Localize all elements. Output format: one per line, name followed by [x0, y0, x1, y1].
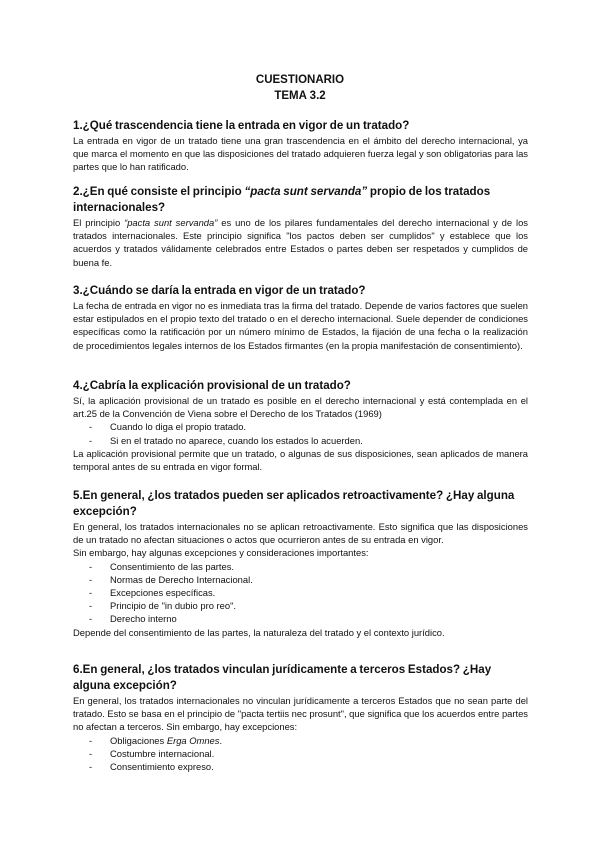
list-item: - Obligaciones Erga Omnes.: [73, 734, 528, 747]
question-2-answer: El principio “pacta sunt servanda” es uno de los pilares fundamentales del derecho internacional y de los tratados internacionales. Este principio significa "los pactos deben ser cumplidos" y establece que los acuerdos y tratados válidamente celebrados entre Estados o partes deben ser respetados y cumplidos de buena fe.: [73, 217, 528, 268]
question-6-section: [73, 662, 528, 773]
question-1-section: [73, 118, 528, 174]
question-1-answer: La entrada en vigor de un tratado tiene una gran trascendencia en el ámbito del derecho internacional, ya que marca el momento en que las disposiciones del tratado adquieren fuerza legal y son obligatorias para las partes que lo han ratificado.: [73, 135, 528, 173]
question-5-heading: 5.En general, ¿los tratados pueden ser aplicados retroactivamente? ¿Hay alguna excepción?: [73, 489, 515, 518]
question-4-section: [73, 378, 528, 473]
list-item: - Consentimiento expreso.: [73, 760, 528, 773]
question-1-heading: 1.¿Qué trascendencia tiene la entrada en vigor de un tratado?: [73, 119, 410, 132]
question-6-heading: 6.En general, ¿los tratados vinculan jurídicamente a terceros Estados? ¿Hay alguna excepción?: [73, 663, 492, 692]
question-5-list: [73, 560, 528, 626]
question-6-list: [73, 734, 528, 774]
document-title: CUESTIONARIO: [255, 74, 345, 86]
list-item: - Consentimiento de las partes.: [73, 560, 528, 573]
list-item: - Cuando lo diga el propio tratado.: [73, 420, 528, 433]
list-item: - Derecho interno: [73, 612, 528, 625]
question-4-heading: 4.¿Cabría la explicación provisional de un tratado?: [73, 379, 351, 392]
question-4-answer-continued: La aplicación provisional permite que un tratado, o algunas de sus disposiciones, sean aplicados de manera temporal antes de su entrada en vigor formal.: [73, 447, 528, 473]
list-item: - Excepciones específicas.: [73, 586, 528, 599]
list-item: - Principio de "in dubio pro reo".: [73, 599, 528, 612]
question-3-answer: La fecha de entrada en vigor no es inmediata tras la firma del tratado. Depende de varios factores que suelen estar estipulados en el propio texto del tratado o en el derecho internacional. Suele depender de condiciones específicas como la ratificación por un número mínimo de Estados, la fijación de una fecha o la realización de procedimientos legales internos de los Estados firmantes (en la propia manifestación de consentimiento).: [73, 300, 528, 351]
question-2-heading: 2.¿En qué consiste el principio “pacta sunt servanda” propio de los tratados internacionales?: [73, 185, 491, 214]
document-subtitle: TEMA 3.2: [274, 90, 326, 102]
question-5-answer-continued: Depende del consentimiento de las partes, la naturaleza del tratado y el contexto jurídico.: [73, 626, 445, 638]
question-4-answer: Sí, la aplicación provisional de un tratado es posible en el derecho internacional y está contemplada en el art.25 de la Convención de Viena sobre el Derecho de los Tratados (1969): [73, 395, 528, 420]
list-item: - Costumbre internacional.: [73, 747, 528, 760]
question-2-section: [73, 184, 528, 269]
question-3-heading: 3.¿Cuándo se daría la entrada en vigor de un tratado?: [73, 284, 366, 297]
question-5-intro: Sin embargo, hay algunas excepciones y consideraciones importantes:: [73, 547, 369, 559]
question-6-answer: En general, los tratados internacionales no vinculan jurídicamente a terceros Estados que no sean parte del tratado. Esto se basa en el principio de "pacta tertiis nec prosunt", que significa que los acuerdos entre partes no afectan a terceros. Sin embargo, hay excepciones:: [73, 695, 528, 733]
list-item: - Normas de Derecho Internacional.: [73, 573, 528, 586]
list-item: - Si en el tratado no aparece, cuando los estados lo acuerden.: [73, 434, 528, 447]
question-5-section: [73, 488, 528, 639]
question-5-answer: En general, los tratados internacionales no se aplican retroactivamente. Esto significa que las disposiciones de un tratado no afectan situaciones o actos que ocurrieron antes de su entrada en vigor.: [73, 521, 528, 546]
question-3-section: [73, 283, 528, 352]
question-4-list: [73, 420, 528, 446]
